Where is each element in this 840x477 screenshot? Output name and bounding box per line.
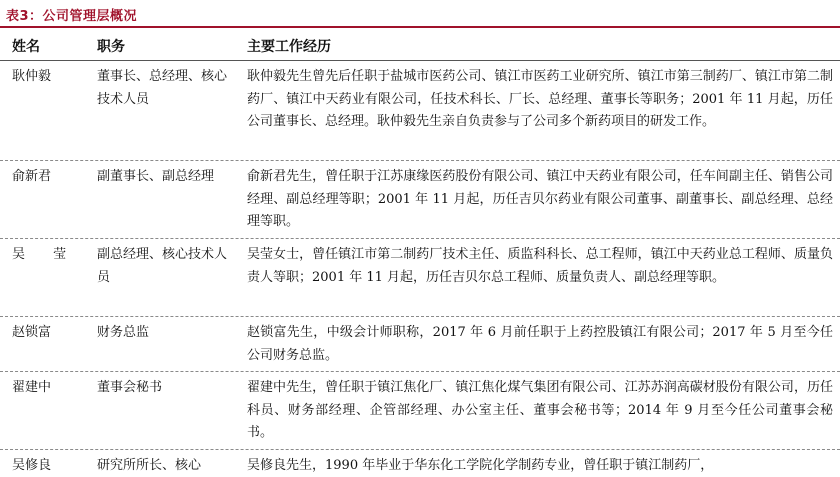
row-name: 赵锁富 [12,325,52,340]
table-row [0,239,840,315]
row-name: 吴 莹 [12,247,79,262]
row-role: 副董事长、副总经理 [97,169,215,184]
row-experience: 耿仲毅先生曾先后任职于盐城市医药公司、镇江市医药工业研究所、镇江市第三制药厂、镇江市第二制药厂、镇江中天药业有限公司，任技术科长、厂长、总经理、董事长等职务；2001 年 11 月起，历任公司董事长、总经理。耿仲毅先生亲自负责参与了公司多个新药项目的研发工作。 [247,69,833,129]
row-experience: 俞新君先生，曾任职于江苏康缘医药股份有限公司、镇江中天药业有限公司，任车间副主任、销售公司经理、副总经理等职；2001 年 11 月起，历任吉贝尔药业有限公司董事、副董事长、副总经理、总经理等职。 [247,169,833,229]
row-name: 耿仲毅 [12,69,52,84]
header-name: 姓名 [12,39,40,55]
row-experience: 吴莹女士，曾任镇江市第二制药厂技术主任、质监科科长、总工程师，镇江中天药业总工程师、质量负责人等职；2001 年 11 月起，历任吉贝尔总工程师、质量负责人、副总经理等职。 [247,247,833,285]
row-name: 翟建中 [12,380,52,395]
row-role: 董事会秘书 [97,380,163,395]
row-name: 吴修良 [12,458,52,473]
table-row [0,161,840,237]
row-role: 财务总监 [97,325,150,340]
row-role: 董事长、总经理、核心技术人员 [97,69,228,107]
table-row [0,61,840,159]
row-experience: 赵锁富先生，中级会计师职称，2017 年 6 月前任职于上药控股镇江有限公司；2017 年 5 月至今任公司财务总监。 [247,325,833,363]
header-role: 职务 [97,39,125,55]
row-role: 副总经理、核心技术人 员 [97,247,228,285]
caption-rule [0,26,840,28]
row-experience: 吴修良先生，1990 年毕业于华东化工学院化学制药专业，曾任职于镇江制药厂， [247,458,714,473]
table-caption: 表3：公司管理层概况 [6,9,138,24]
table-row [0,372,840,448]
row-experience: 翟建中先生，曾任职于镇江焦化厂、镇江焦化煤气集团有限公司、江苏苏润高碳材股份有限公司，历任科员、财务部经理、企管部经理、办公室主任、董事会秘书等；2014 年 9 月至今任公司董事会秘书。 [247,380,833,440]
row-name: 俞新君 [12,169,52,184]
table-row [0,317,840,370]
row-role: 研究所所长、核心 [97,458,202,473]
header-experience: 主要工作经历 [247,39,331,55]
table-row [0,450,840,477]
